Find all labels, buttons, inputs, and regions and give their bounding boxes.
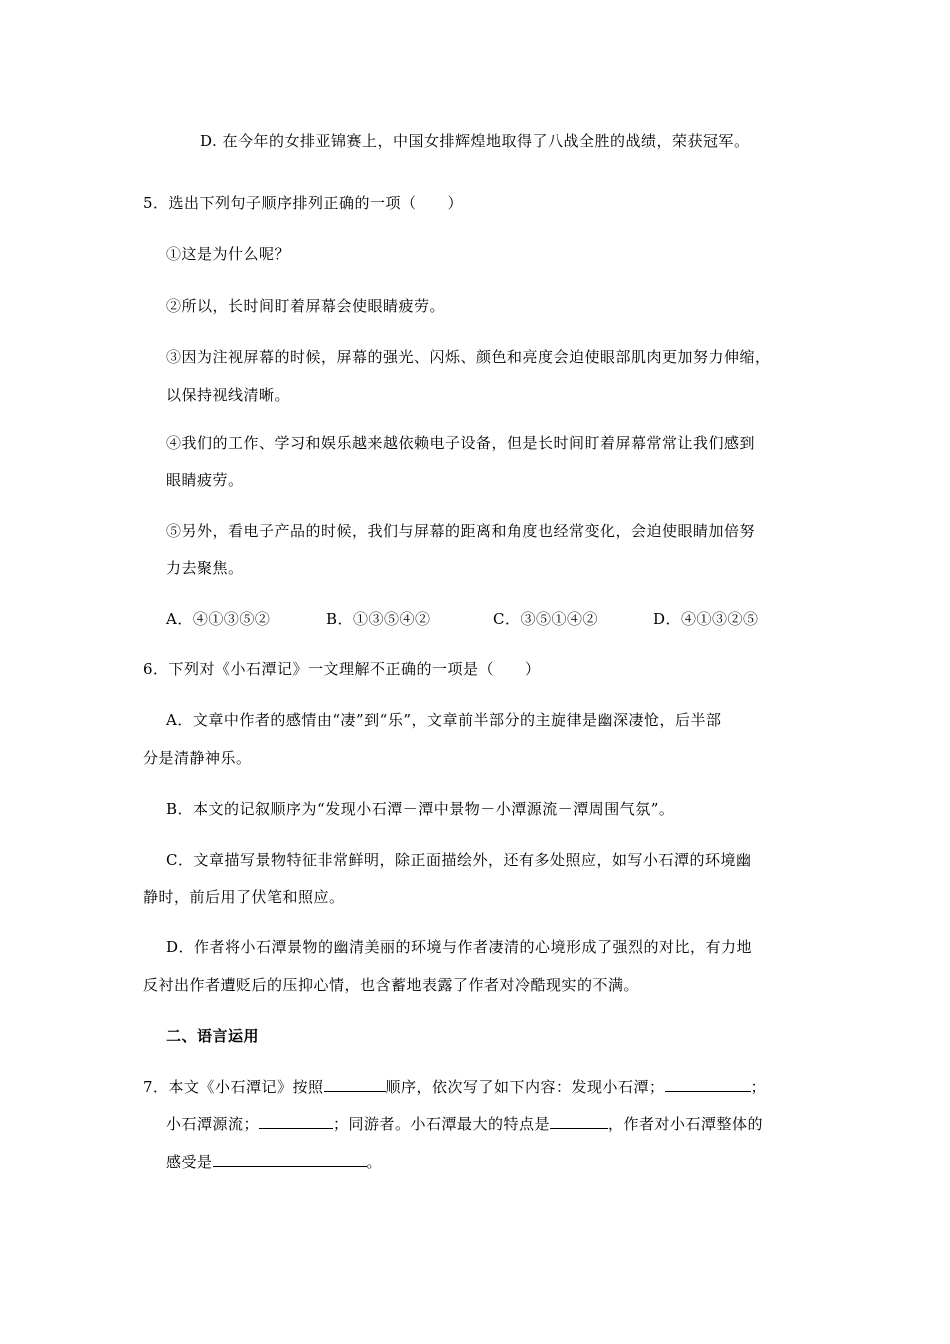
q5-stem: 5．选出下列句子顺序排列正确的一项（ ） <box>143 194 464 212</box>
q5-sentence-1: ①这是为什么呢？ <box>166 245 291 263</box>
q7-blank-feature[interactable] <box>550 1112 608 1129</box>
q5-options <box>166 609 759 629</box>
q5-sentence-4-line2: 眼睛疲劳。 <box>166 471 244 489</box>
q7-text-1a: 7．本文《小石潭记》按照 <box>143 1078 324 1096</box>
q7-text-3b: 。 <box>366 1153 383 1171</box>
section-heading: 二、语言运用 <box>166 1027 260 1045</box>
q5-sentence-3-line2: 以保持视线清晰。 <box>166 386 291 404</box>
q6-option-d-line2: 反衬出作者遭贬后的压抑心情，也含蓄地表露了作者对冷酷现实的不满。 <box>143 976 640 994</box>
q5-sentence-2: ②所以，长时间盯着屏幕会使眼睛疲劳。 <box>166 297 446 315</box>
q5-option-a: A．④①③⑤② <box>166 610 271 628</box>
q6-option-d-line1: D．作者将小石潭景物的幽清美丽的环境与作者凄清的心境形成了强烈的对比，有力地 <box>166 938 753 956</box>
q5-sentence-4-line1: ④我们的工作、学习和娱乐越来越依赖电子设备，但是长时间盯着屏幕常常让我们感到 <box>166 434 756 452</box>
q5-option-b: B．①③⑤④② <box>326 610 431 628</box>
q6-option-b: B．本文的记叙顺序为“发现小石潭－潭中景物－小潭源流－潭周围气氛”。 <box>166 800 675 818</box>
q7-blank-content-2[interactable] <box>665 1075 751 1092</box>
q7-blank-content-4[interactable] <box>259 1112 333 1129</box>
q7-line3 <box>166 1150 382 1172</box>
q4-option-d: D. 在今年的女排亚锦赛上，中国女排辉煌地取得了八战全胜的战绩，荣获冠军。 <box>200 132 750 150</box>
q6-stem: 6．下列对《小石潭记》一文理解不正确的一项是（ ） <box>143 660 541 678</box>
q5-sentence-3-line1: ③因为注视屏幕的时候，屏幕的强光、闪烁、颜色和亮度会迫使眼部肌肉更加努力伸缩， <box>166 348 771 366</box>
q7-text-2a: 小石潭源流； <box>166 1115 260 1133</box>
q7-text-1b: 顺序，依次写了如下内容：发现小石潭； <box>385 1078 665 1096</box>
q7-text-1c: ； <box>750 1078 767 1096</box>
q6-option-a-line2: 分是清静神乐。 <box>143 749 252 767</box>
q5-option-c: C．③⑤①④② <box>493 610 598 628</box>
q7-text-2b: ；同游者。小石潭最大的特点是 <box>333 1115 551 1133</box>
q7-text-3a: 感受是 <box>166 1153 213 1171</box>
q5-sentence-5-line2: 力去聚焦。 <box>166 559 244 577</box>
q6-option-c-line1: C．文章描写景物特征非常鲜明，除正面描绘外，还有多处照应，如写小石潭的环境幽 <box>166 851 752 869</box>
q7-blank-feeling[interactable] <box>213 1150 367 1167</box>
q7-blank-order[interactable] <box>324 1075 386 1092</box>
q7-line1 <box>143 1075 766 1097</box>
q6-option-a-line1: A．文章中作者的感情由“凄”到“乐”，文章前半部分的主旋律是幽深凄怆，后半部 <box>166 711 722 729</box>
q5-option-d: D．④①③②⑤ <box>653 610 759 628</box>
q7-text-2c: ，作者对小石潭整体的 <box>608 1115 764 1133</box>
q5-sentence-5-line1: ⑤另外，看电子产品的时候，我们与屏幕的距离和角度也经常变化，会迫使眼睛加倍努 <box>166 522 756 540</box>
q7-line2 <box>166 1112 763 1134</box>
q6-option-c-line2: 静时，前后用了伏笔和照应。 <box>143 888 345 906</box>
